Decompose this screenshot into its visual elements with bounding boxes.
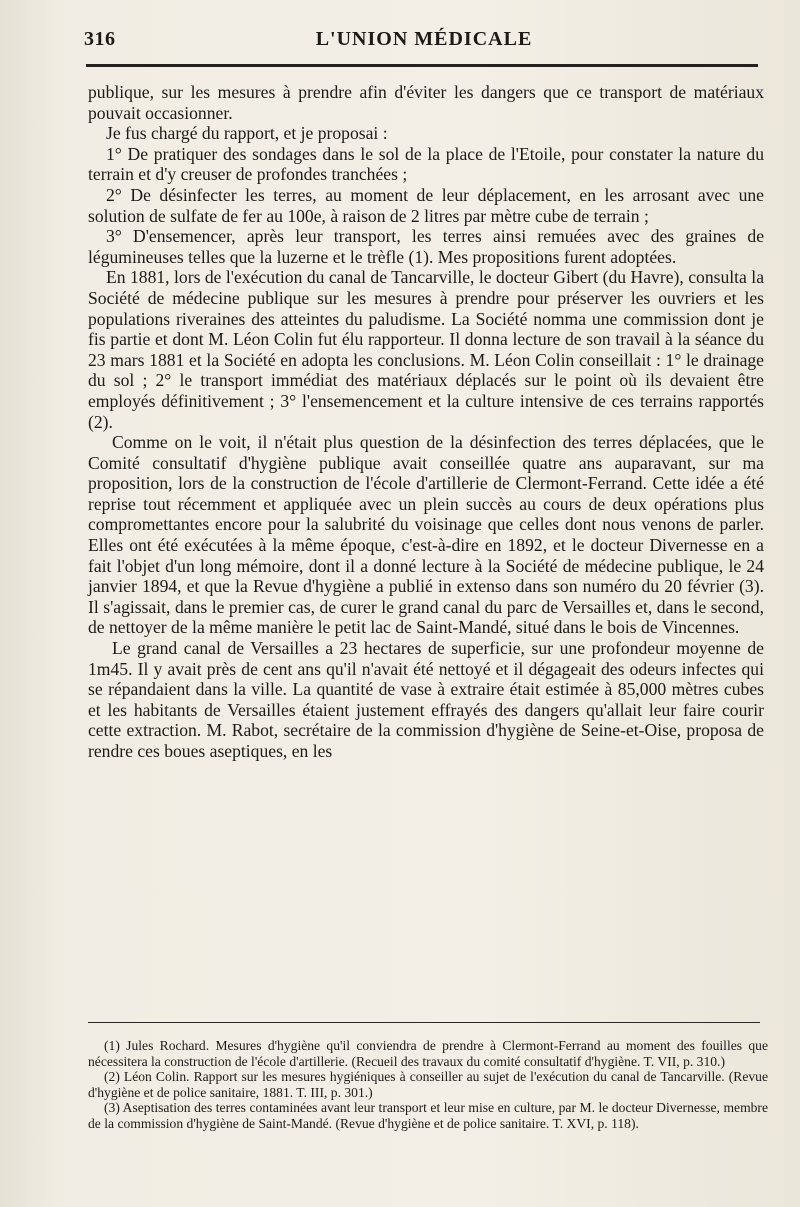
- paragraph: publique, sur les mesures à prendre afin d'éviter les dangers que ce transport de matériaux pouvait occasionner.: [88, 82, 764, 123]
- paragraph: Le grand canal de Versailles a 23 hectares de superficie, sur une profondeur moyenne de 1m45. Il y avait près de cent ans qu'il n'avait été nettoyé et il dégageait des odeurs infectes qui se répandaient dans la ville. La quantité de vase à extraire était estimée à 85,000 mètres cubes et les habitants de Versailles étaient justement effrayés des dangers qu'allait leur faire courir cette extraction. M. Rabot, secrétaire de la commission d'hygiène de Seine-et-Oise, proposa de rendre ces boues aseptiques, en les: [88, 638, 764, 761]
- footnotes: [88, 1038, 768, 1131]
- footnotes-rule: [88, 1022, 760, 1023]
- paragraph: Comme on le voit, il n'était plus question de la désinfection des terres déplacées, que le Comité consultatif d'hygiène publique avait conseillée quatre ans auparavant, sur ma proposition, lors de la construction de l'école d'artillerie de Clermont-Ferrand. Cette idée a été reprise tout récemment et appliquée avec un plein succès au cours de deux opérations plus compromettantes encore pour la salubrité du voisinage que celles dont nous venons de parler. Elles ont été exécutées à la même époque, c'est-à-dire en 1892, et le docteur Divernesse en a fait l'objet d'un long mémoire, dont il a donné lecture à la Société de médecine publique, le 24 janvier 1894, et que la Revue d'hygiène a publié in extenso dans son numéro du 20 février (3). Il s'agissait, dans le premier cas, de curer le grand canal du parc de Versailles et, dans le second, de nettoyer de la même manière le petit lac de Saint-Mandé, situé dans le bois de Vincennes.: [88, 432, 764, 638]
- paragraph: En 1881, lors de l'exécution du canal de Tancarville, le docteur Gibert (du Havre), consulta la Société de médecine publique sur les mesures à prendre pour préserver les ouvriers et les populations riveraines des atteintes du paludisme. La Société nomma une commission dont je fis partie et dont M. Léon Colin fut élu rapporteur. Il donna lecture de son travail à la séance du 23 mars 1881 et la Société en adopta les conclusions. M. Léon Colin conseillait : 1° le drainage du sol ; 2° le transport immédiat des matériaux déplacés sur le point où ils devaient être employés définitivement ; 3° l'ensemencement et la culture intensive de ces terrains rapportés (2).: [88, 267, 764, 432]
- footnote: (1) Jules Rochard. Mesures d'hygiène qu'il conviendra de prendre à Clermont-Ferrand au moment des fouilles que nécessitera la construction de l'école d'artillerie. (Recueil des travaux du comité consultatif d'hygiène. T. VII, p. 310.): [88, 1038, 768, 1069]
- body-text: [88, 82, 764, 762]
- footnote: (3) Aseptisation des terres contaminées avant leur transport et leur mise en culture, par M. le docteur Divernesse, membre de la commission d'hygiène de Saint-Mandé. (Revue d'hygiène et de police sanitaire. T. XVI, p. 118).: [88, 1100, 768, 1131]
- paragraph: 2° De désinfecter les terres, au moment de leur déplacement, en les arrosant avec une solution de sulfate de fer au 100e, à raison de 2 litres par mètre cube de terrain ;: [88, 184, 764, 226]
- footnote: (2) Léon Colin. Rapport sur les mesures hygiéniques à conseiller au sujet de l'exécution du canal de Tancarville. (Revue d'hygiène et de police sanitaire, 1881. T. III, p. 301.): [88, 1069, 768, 1100]
- page-number: 316: [84, 28, 116, 50]
- running-title: L'UNION MÉDICALE: [315, 28, 533, 50]
- paragraph: 3° D'ensemencer, après leur transport, les terres ainsi remuées avec des graines de légumineuses telles que la luzerne et le trèfle (1). Mes propositions furent adoptées.: [88, 226, 764, 267]
- paragraph: 1° De pratiquer des sondages dans le sol de la place de l'Etoile, pour constater la nature du terrain et d'y creuser de profondes tranchées ;: [88, 143, 764, 185]
- paragraph: Je fus chargé du rapport, et je proposai :: [106, 123, 388, 144]
- page-header: [84, 28, 764, 60]
- header-rule: [86, 64, 758, 67]
